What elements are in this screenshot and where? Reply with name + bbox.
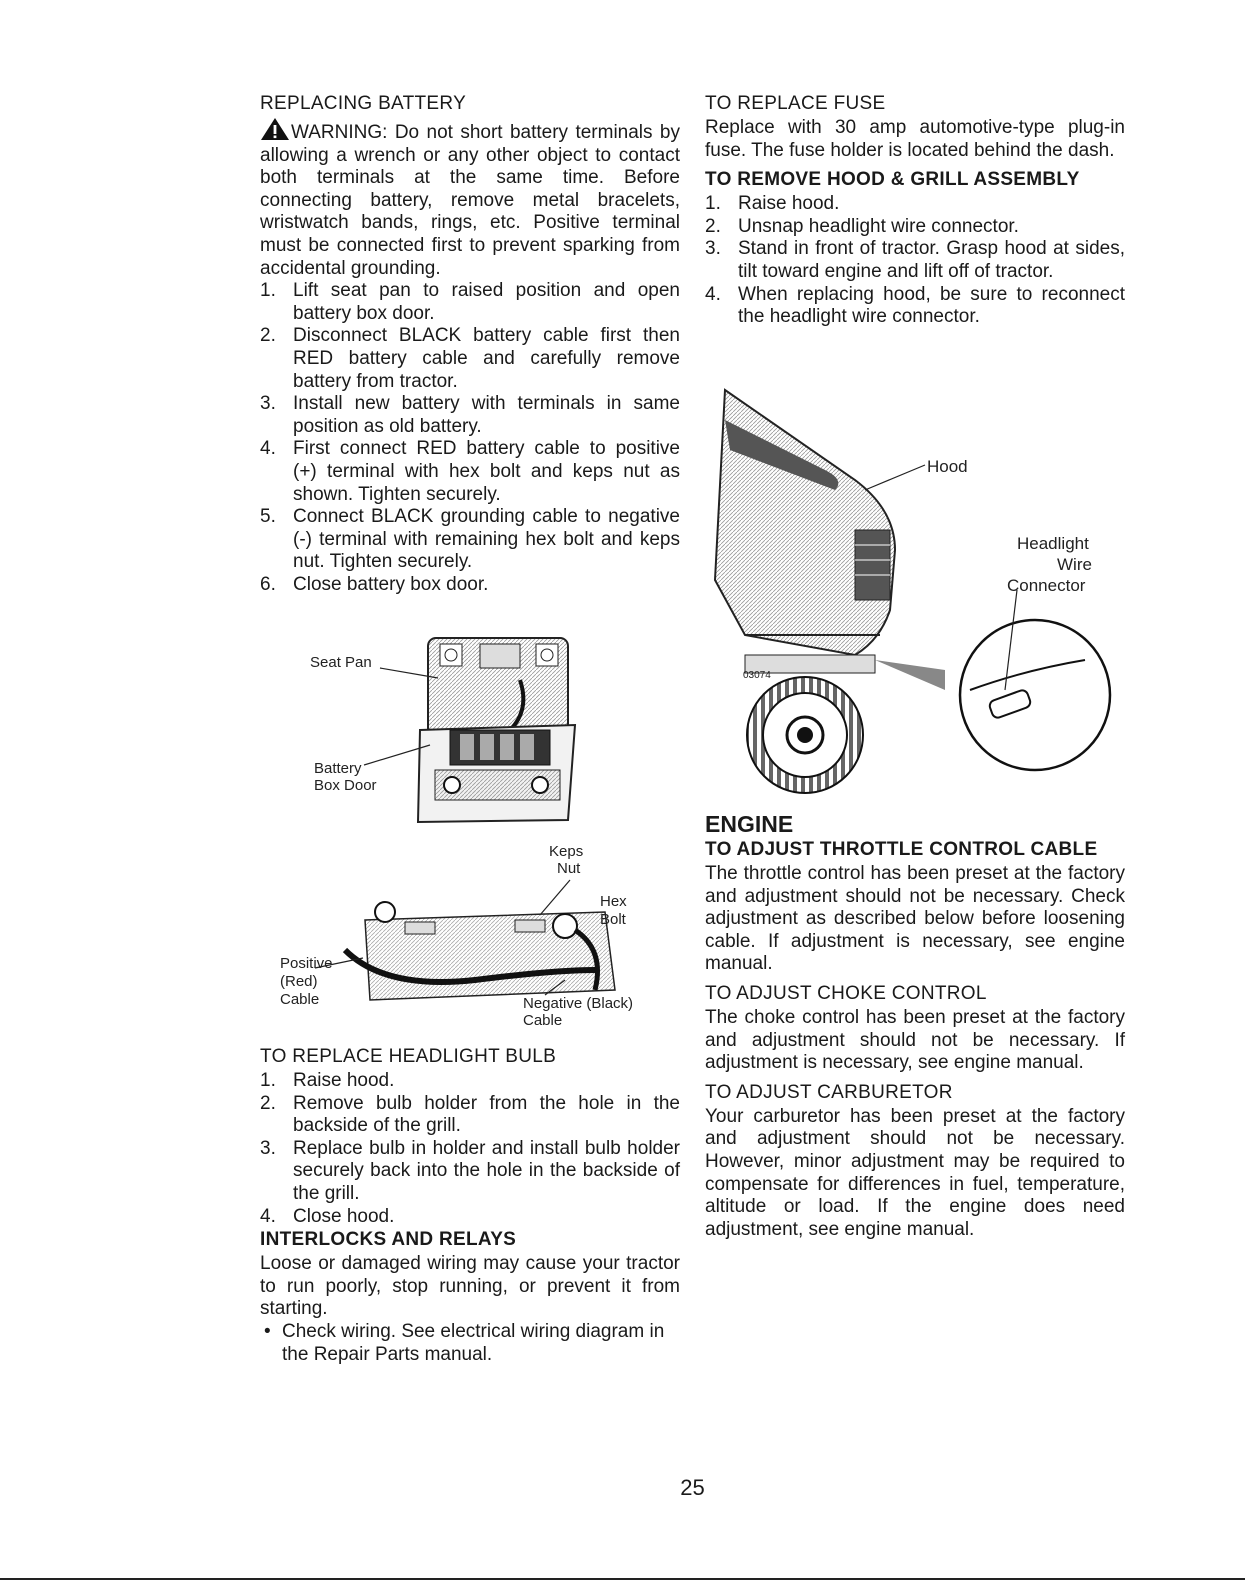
choke-heading: TO ADJUST CHOKE CONTROL bbox=[705, 982, 987, 1004]
negative-label: Negative (Black) bbox=[523, 995, 634, 1012]
list-item: 2. Remove bulb holder from the hole in the backside of the grill. bbox=[260, 1092, 680, 1137]
hood-label: Hood bbox=[927, 457, 968, 476]
carburetor-heading: TO ADJUST CARBURETOR bbox=[705, 1081, 953, 1103]
throttle-text: The throttle control has been preset at the factory and adjustment should not be necessary. Check adjustment as described below before loosening cable. If adjustment is necessary, see engine manual. bbox=[705, 863, 1125, 975]
seat-pan-label: Seat Pan bbox=[310, 654, 372, 671]
list-item: 4. When replacing hood, be sure to reconnect the headlight wire connector. bbox=[705, 283, 1125, 328]
replace-fuse-heading: TO REPLACE FUSE bbox=[705, 93, 886, 114]
engine-section bbox=[705, 810, 1125, 1241]
bottom-rule bbox=[0, 1578, 1245, 1580]
replacing-battery-heading: REPLACING BATTERY bbox=[260, 93, 467, 114]
left-column bbox=[260, 92, 680, 596]
remove-hood-heading: TO REMOVE HOOD & GRILL ASSEMBLY bbox=[705, 169, 1080, 191]
connector-label: Connector bbox=[1007, 576, 1086, 595]
positive-label: Positive bbox=[280, 955, 333, 972]
list-item: 1. Raise hood. bbox=[260, 1070, 395, 1091]
list-item: • Check wiring. See electrical wiring diagram in the Repair Parts manual. bbox=[264, 1320, 665, 1365]
page-number: 25 bbox=[680, 1475, 705, 1500]
left-column-lower bbox=[260, 1045, 680, 1366]
list-item: 6. Close battery box door. bbox=[260, 573, 489, 595]
battery-steps bbox=[260, 280, 680, 596]
list-item: 2. Disconnect BLACK battery cable first then RED battery cable and carefully remove battery from tractor. bbox=[260, 325, 680, 392]
keps-label: Keps bbox=[549, 843, 584, 860]
battery-cable-figure bbox=[275, 840, 665, 1035]
list-item: 3. Install new battery with terminals in same position as old battery. bbox=[260, 393, 680, 437]
nut-label: Nut bbox=[557, 860, 581, 877]
list-item: 4. Close hood. bbox=[260, 1205, 395, 1227]
battery-warning bbox=[260, 117, 680, 280]
hood-steps bbox=[705, 193, 1125, 329]
battery-label: Battery bbox=[314, 760, 362, 777]
throttle-heading: TO ADJUST THROTTLE CONTROL CABLE bbox=[705, 839, 1098, 860]
hood-figure bbox=[705, 380, 1115, 805]
headlight-label: Headlight bbox=[1017, 534, 1089, 553]
list-item: 1. Lift seat pan to raised position and open battery box door. bbox=[260, 280, 680, 324]
seat-pan-figure bbox=[300, 630, 600, 840]
list-item: 3. Stand in front of tractor. Grasp hood at sides, tilt toward engine and lift off of tractor. bbox=[705, 238, 1125, 282]
replace-headlight-heading: TO REPLACE HEADLIGHT BULB bbox=[260, 1046, 557, 1067]
wire-label: Wire bbox=[1057, 555, 1092, 574]
list-item: 3. Replace bulb in holder and install bulb holder securely back into the hole in the backside of the grill. bbox=[260, 1137, 680, 1204]
engine-heading: ENGINE bbox=[705, 811, 794, 837]
red-label: (Red) bbox=[280, 973, 318, 990]
list-item: 2. Unsnap headlight wire connector. bbox=[705, 215, 1019, 237]
choke-text: The choke control has been preset at the factory and adjustment should not be necessary. If adjustment is necessary, see engine manual. bbox=[705, 1006, 1125, 1074]
hex-label: Hex bbox=[600, 893, 627, 910]
list-item: 5. Connect BLACK grounding cable to negative (-) terminal with remaining hex bolt and keps nut. Tighten securely. bbox=[260, 506, 680, 573]
headlight-steps bbox=[260, 1070, 680, 1228]
warning-label: WARNING: bbox=[291, 122, 388, 143]
list-item: 4. First connect RED battery cable to positive (+) terminal with hex bolt and keps nut as shown. Tighten securely. bbox=[260, 438, 680, 505]
cable-label: Cable bbox=[280, 991, 320, 1008]
negative-cable-label: Cable bbox=[523, 1012, 563, 1029]
carburetor-text: Your carburetor has been preset at the factory and adjustment should not be necessary. However, minor adjustment may be required to compensate for differences in fuel, temperature, altitude or load. If the engine does need adjustment, see engine manual. bbox=[705, 1105, 1125, 1240]
interlocks-heading: INTERLOCKS AND RELAYS bbox=[260, 1229, 517, 1251]
warning-triangle-icon bbox=[260, 117, 290, 141]
right-column bbox=[705, 92, 1125, 329]
interlocks-text: Loose or damaged wiring may cause your tractor to run poorly, stop running, or prevent it from starting. bbox=[260, 1253, 680, 1320]
box-door-label: Box Door bbox=[314, 777, 377, 794]
warning-text: Do not short battery terminals by allowing a wrench or any other object to contact both terminals at the same time. Before connecting battery, remove metal bracelets, wristwatch bands, rings, etc. Positive terminal must be connected first to prevent sparking from accidental grounding. bbox=[260, 122, 680, 279]
bolt-label: Bolt bbox=[600, 911, 626, 928]
part-number: 03074 bbox=[743, 670, 771, 681]
fuse-text: Replace with 30 amp automotive-type plug-in fuse. The fuse holder is located behind the dash. bbox=[705, 117, 1125, 161]
list-item: 1. Raise hood. bbox=[705, 193, 840, 215]
